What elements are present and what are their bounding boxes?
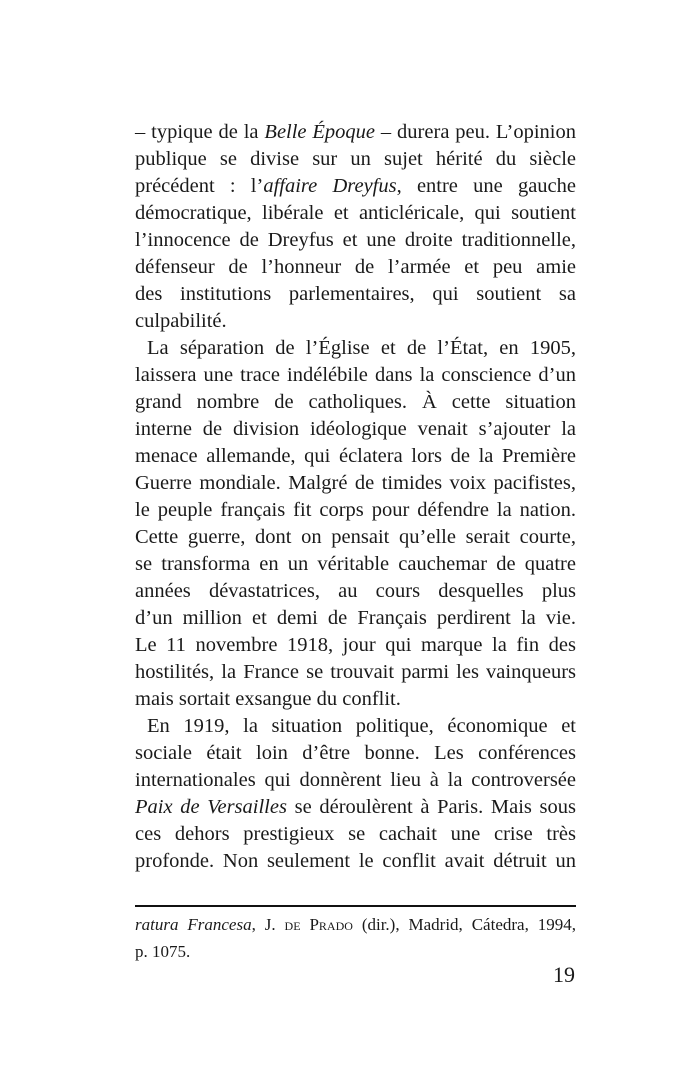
paragraph xyxy=(135,713,576,875)
text-segment: En 1919, la situation politique, économique et xyxy=(147,715,576,737)
text-line xyxy=(135,605,576,632)
text-segment: mais sortait exsangue du conflit. xyxy=(135,688,401,710)
italic-text: Paix de Versailles xyxy=(135,796,287,818)
text-segment: – typique de la xyxy=(135,121,265,143)
text-segment: internationales qui donnèrent lieu à la controversée xyxy=(135,769,576,791)
text-segment: Le 11 novembre 1918, jour qui marque la fin des xyxy=(135,634,576,656)
footnote-text: , J. xyxy=(251,915,285,934)
text-segment: le peuple français fit corps pour défendre la nation. xyxy=(135,499,576,521)
text-segment: d’un million et demi de Français perdirent la vie. xyxy=(135,607,576,629)
text-line xyxy=(135,578,576,605)
text-line xyxy=(135,740,576,767)
text-segment: sociale était loin d’être bonne. Les conférences xyxy=(135,742,576,764)
footnote-line xyxy=(135,912,576,939)
body-text xyxy=(135,119,576,875)
footnote-author: de Prado xyxy=(284,915,353,934)
footnote-line: p. 1075. xyxy=(135,942,191,961)
text-line xyxy=(135,389,576,416)
text-line xyxy=(135,254,576,281)
text-segment: – durera peu. L’opinion xyxy=(375,121,577,143)
text-segment: ces dehors prestigieux se cachait une crise très xyxy=(135,823,576,845)
text-line xyxy=(135,227,576,254)
footnote-title: ratura Francesa xyxy=(135,915,252,934)
text-line xyxy=(135,713,576,740)
text-line xyxy=(135,821,576,848)
text-segment: interne de division idéologique venait s’ajouter la xyxy=(135,418,576,440)
text-segment: des institutions parlementaires, qui soutient sa xyxy=(135,283,576,305)
text-segment: laissera une trace indélébile dans la conscience d’un xyxy=(135,364,576,386)
text-line xyxy=(135,308,576,335)
text-segment: démocratique, libérale et anticléricale, qui soutient xyxy=(135,202,576,224)
italic-text: affaire Dreyfus xyxy=(263,175,397,197)
text-line xyxy=(135,281,576,308)
footnote xyxy=(135,912,576,966)
text-segment: années dévastatrices, au cours desquelles plus xyxy=(135,580,576,602)
text-segment: publique se divise sur un sujet hérité du siècle xyxy=(135,148,576,170)
text-segment: défenseur de l’honneur de l’armée et peu amie xyxy=(135,256,576,278)
text-line xyxy=(135,146,576,173)
footnote-separator xyxy=(135,905,576,907)
text-segment: hostilités, la France se trouvait parmi les vainqueurs xyxy=(135,661,576,683)
text-line xyxy=(135,848,576,875)
text-line xyxy=(135,686,576,713)
italic-text: Belle Époque xyxy=(264,121,376,143)
text-segment: se transforma en un véritable cauchemar de quatre xyxy=(135,553,576,575)
text-segment: culpabilité. xyxy=(135,310,227,332)
text-segment: menace allemande, qui éclatera lors de la Première xyxy=(135,445,576,467)
text-line xyxy=(135,767,576,794)
page-number: 19 xyxy=(553,962,575,987)
text-line xyxy=(135,551,576,578)
text-line xyxy=(135,470,576,497)
text-line xyxy=(135,794,576,821)
text-line xyxy=(135,443,576,470)
text-segment: grand nombre de catholiques. À cette situation xyxy=(135,391,576,413)
paragraph xyxy=(135,119,576,335)
text-segment: profonde. Non seulement le conflit avait détruit un xyxy=(135,850,576,872)
text-line xyxy=(135,200,576,227)
text-line xyxy=(135,335,576,362)
text-line xyxy=(135,416,576,443)
text-segment: Guerre mondiale. Malgré de timides voix pacifistes, xyxy=(135,472,576,494)
text-segment: La séparation de l’Église et de l’État, en 1905, xyxy=(147,337,576,359)
text-line xyxy=(135,362,576,389)
text-segment: Cette guerre, dont on pensait qu’elle serait courte, xyxy=(135,526,576,548)
text-line xyxy=(135,632,576,659)
text-segment: l’innocence de Dreyfus et une droite traditionnelle, xyxy=(135,229,576,251)
paragraph xyxy=(135,335,576,713)
text-line xyxy=(135,659,576,686)
text-segment: , entre une gauche xyxy=(396,175,576,197)
text-segment: se déroulèrent à Paris. Mais sous xyxy=(286,796,576,818)
footnote-text: (dir.), Madrid, Cátedra, 1994, xyxy=(352,915,576,934)
text-line xyxy=(135,119,576,146)
text-line xyxy=(135,497,576,524)
text-segment: précédent : l’ xyxy=(135,175,264,197)
text-line xyxy=(135,524,576,551)
text-line xyxy=(135,173,576,200)
